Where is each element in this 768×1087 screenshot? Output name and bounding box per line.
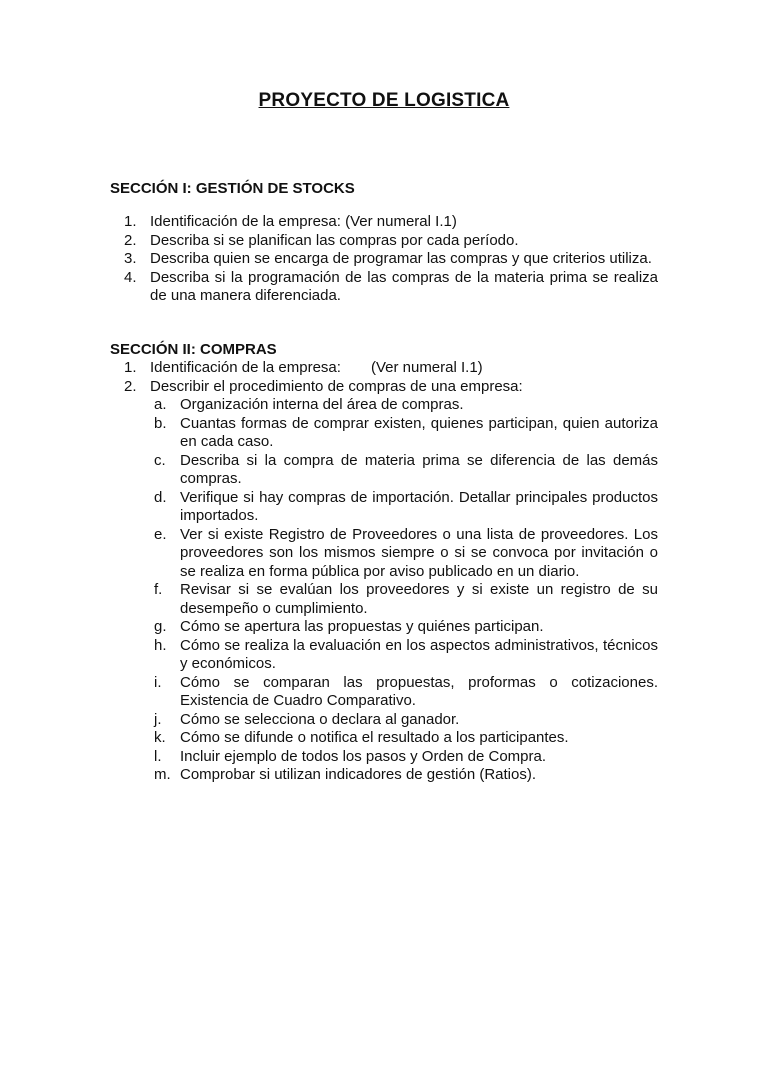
section-2-list: [110, 359, 658, 785]
sub-item: [110, 748, 658, 767]
section-1-heading: SECCIÓN I: GESTIÓN DE STOCKS: [110, 180, 355, 197]
sub-item: [110, 452, 658, 489]
sub-item-letter: l.: [154, 747, 162, 765]
sub-item-text: Incluir ejemplo de todos los pasos y Orden de Compra.: [180, 747, 547, 765]
document-title: PROYECTO DE LOGISTICA: [258, 90, 510, 111]
sub-item-letter: h.: [154, 636, 167, 654]
sub-item-text: Describa si la compra de materia prima se diferencia de las demás compras.: [180, 451, 658, 487]
sub-item-letter: i.: [154, 673, 162, 691]
section-2-item: [110, 359, 658, 378]
sub-item-text: Cuantas formas de comprar existen, quienes participan, quien autoriza en cada caso.: [180, 414, 658, 450]
item-number: 1.: [124, 213, 137, 230]
item-text: Identificación de la empresa: (Ver numeral I.1): [150, 213, 457, 230]
sub-item: [110, 766, 658, 785]
sub-item-letter: k.: [154, 729, 166, 746]
sub-item: [110, 637, 658, 674]
sub-item-letter: d.: [154, 488, 167, 506]
sub-item: [110, 729, 658, 748]
section-2-heading: SECCIÓN II: COMPRAS: [110, 341, 277, 358]
sub-item-text: Cómo se realiza la evaluación en los aspectos administrativos, técnicos y económicos.: [180, 636, 658, 672]
section-1-list: [110, 213, 658, 306]
sub-item-letter: c.: [154, 451, 166, 469]
sub-item-text: Cómo se difunde o notifica el resultado a los participantes.: [180, 729, 569, 746]
sub-item: [110, 618, 658, 637]
item-number: 2.: [124, 377, 137, 395]
sub-item-letter: m.: [154, 766, 171, 783]
sub-item-letter: e.: [154, 525, 167, 543]
item-reference: (Ver numeral I.1): [370, 359, 483, 376]
sub-item-letter: f.: [154, 581, 163, 598]
sub-item-text: Comprobar si utilizan indicadores de gestión (Ratios).: [180, 766, 537, 783]
sub-item: [110, 581, 658, 618]
sub-item: [110, 489, 658, 526]
item-text: Describa quien se encarga de programar las compras y que criterios utiliza.: [150, 250, 652, 267]
procedure-sublist: [110, 396, 658, 785]
sub-item-text: Ver si existe Registro de Proveedores o una lista de proveedores. Los proveedores son los mismos siempre o si se convoca por invitación o se realiza en forma pública por aviso publicado en un diario.: [180, 525, 658, 580]
sub-item-letter: a.: [154, 396, 167, 413]
item-number: 4.: [124, 268, 137, 286]
section-1-item: [110, 232, 658, 251]
sub-item-letter: j.: [154, 710, 162, 728]
sub-item: [110, 415, 658, 452]
item-number: 1.: [124, 359, 137, 376]
sub-item: [110, 711, 658, 730]
sub-item-text: Cómo se selecciona o declara al ganador.: [180, 710, 460, 728]
item-text: Describa si la programación de las compras de la materia prima se realiza de una manera diferenciada.: [150, 268, 658, 304]
item-text: Describir el procedimiento de compras de una empresa:: [150, 377, 523, 395]
sub-item-letter: g.: [154, 618, 167, 635]
item-number: 3.: [124, 250, 137, 267]
sub-item-text: Revisar si se evalúan los proveedores y si existe un registro de su desempeño o cumplimiento.: [180, 581, 658, 617]
sub-item: [110, 674, 658, 711]
section-1-item: [110, 250, 658, 269]
sub-item-letter: b.: [154, 414, 167, 432]
sub-item-text: Organización interna del área de compras.: [180, 396, 464, 413]
section-2-item: [110, 378, 658, 785]
item-number: 2.: [124, 231, 137, 249]
sub-item: [110, 526, 658, 582]
sub-item-text: Cómo se apertura las propuestas y quiénes participan.: [180, 618, 544, 635]
item-text: Identificación de la empresa:: [150, 359, 341, 376]
sub-item: [110, 396, 658, 415]
section-1-item: [110, 269, 658, 306]
section-1-item: [110, 213, 658, 232]
sub-item-text: Cómo se comparan las propuestas, proformas o cotizaciones. Existencia de Cuadro Comparativo.: [180, 673, 658, 709]
item-text: Describa si se planifican las compras por cada período.: [150, 231, 519, 249]
sub-item-text: Verifique si hay compras de importación. Detallar principales productos importados.: [180, 488, 658, 524]
